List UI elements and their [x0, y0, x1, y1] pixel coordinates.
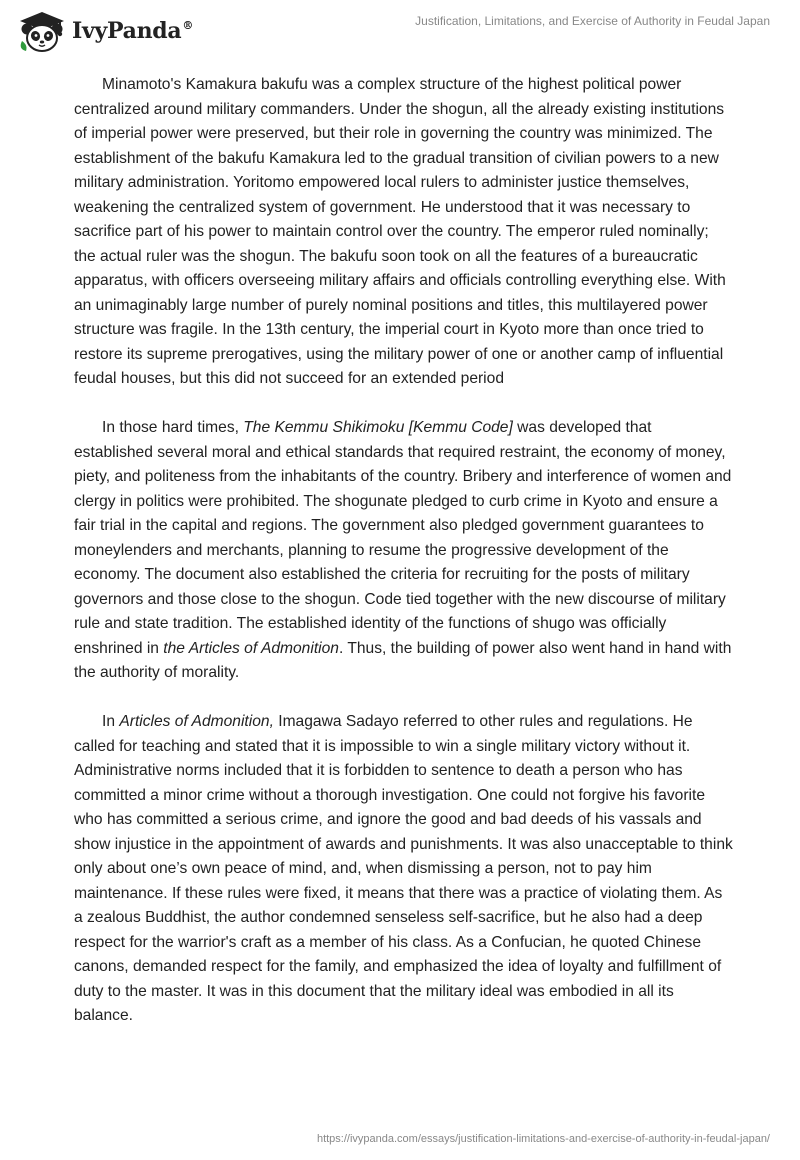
- italic-title: Articles of Admonition,: [119, 713, 274, 730]
- paragraph: [74, 73, 734, 392]
- text-run: Minamoto's Kamakura bakufu was a complex structure of the highest political power centralized around military commanders. Under the shogun, all the already existing institutions of imperial power were preserved, but their role in governing the country was minimized. The establishment of the bakufu Kamakura led to the gradual transition of civilian powers to a new military administration. Yoritomo empowered local rulers to administer justice themselves, weakening the centralized system of government. He understood that it was necessary to sacrifice part of his power to maintain control over the country. The emperor ruled nominally; the actual ruler was the shogun. The bakufu soon took on all the features of a bureaucratic apparatus, with officers overseeing military affairs and officials controlling everything else. With an unimaginably large number of purely nominal positions and titles, this multilayered power structure was fragile. In the 13th century, the imperial court in Kyoto more than once tried to restore its supreme prerogatives, using the military power of one or another camp of influential feudal houses, but this did not succeed for an extended period: [74, 76, 726, 387]
- text-run: In: [102, 713, 120, 730]
- essay-body: [74, 73, 734, 1053]
- text-run: Imagawa Sadayo referred to other rules and regulations. He called for teaching and stated that it is impossible to win a single military victory without it. Administrative norms included that it is forbidden to sentence to death a person who has committed a minor crime without a thorough investigation. One could not forgive his favorite who has committed a serious crime, and ignore the good and bad deeds of his vassals and show injustice in the appointment of awards and punishments. It was also unacceptable to think only about one’s own peace of mind, and, when dismissing a person, not to pay him maintenance. If these rules were fixed, it means that there was a practice of violating them. As a zealous Buddhist, the author condemned senseless self-sacrifice, but he also had a deep respect for the warrior's craft as a member of his class. As a Confucian, he quoted Chinese canons, demanded respect for the family, and emphasized the idea of loyalty and fulfillment of duty to the master. It was in this document that the military ideal was embodied in all its balance.: [74, 713, 733, 1024]
- italic-title: the Articles of Admonition: [163, 639, 339, 657]
- source-url[interactable]: https://ivypanda.com/essays/justification-limitations-and-exercise-of-authority-in-feudal-japan/: [316, 1133, 770, 1145]
- panda-graduate-icon: [16, 9, 68, 53]
- text-run: . Thus, the building of power also went hand in hand with the authority of morality.: [74, 639, 732, 681]
- italic-title: The Kemmu Shikimoku [Kemmu Code]: [243, 419, 513, 436]
- brand-name: IvyPanda®: [72, 18, 194, 44]
- ivypanda-logo[interactable]: [16, 9, 193, 53]
- text-run: In those hard times,: [102, 419, 244, 436]
- page-header: [0, 0, 800, 70]
- document-title: Justification, Limitations, and Exercise of Authority in Feudal Japan: [415, 14, 770, 28]
- paragraph: [74, 416, 734, 686]
- text-run: was developed that established several moral and ethical standards that required restraint, the economy of money, piety, and politeness from the inhabitants of the country. Bribery and interference of women and clergy in politics were prohibited. The shogunate pledged to curb crime in Kyoto and ensure a fair trial in the capital and regions. The government also pledged government guarantees to moneylenders and merchants, planning to resume the progressive development of the economy. The document also established the criteria for recruiting for the posts of military governors and those close to the shogun. Code tied together with the new discourse of military rule and state tradition. The established identity of the functions of shugo was officially enshrined in: [74, 419, 732, 657]
- paragraph: [74, 710, 734, 1029]
